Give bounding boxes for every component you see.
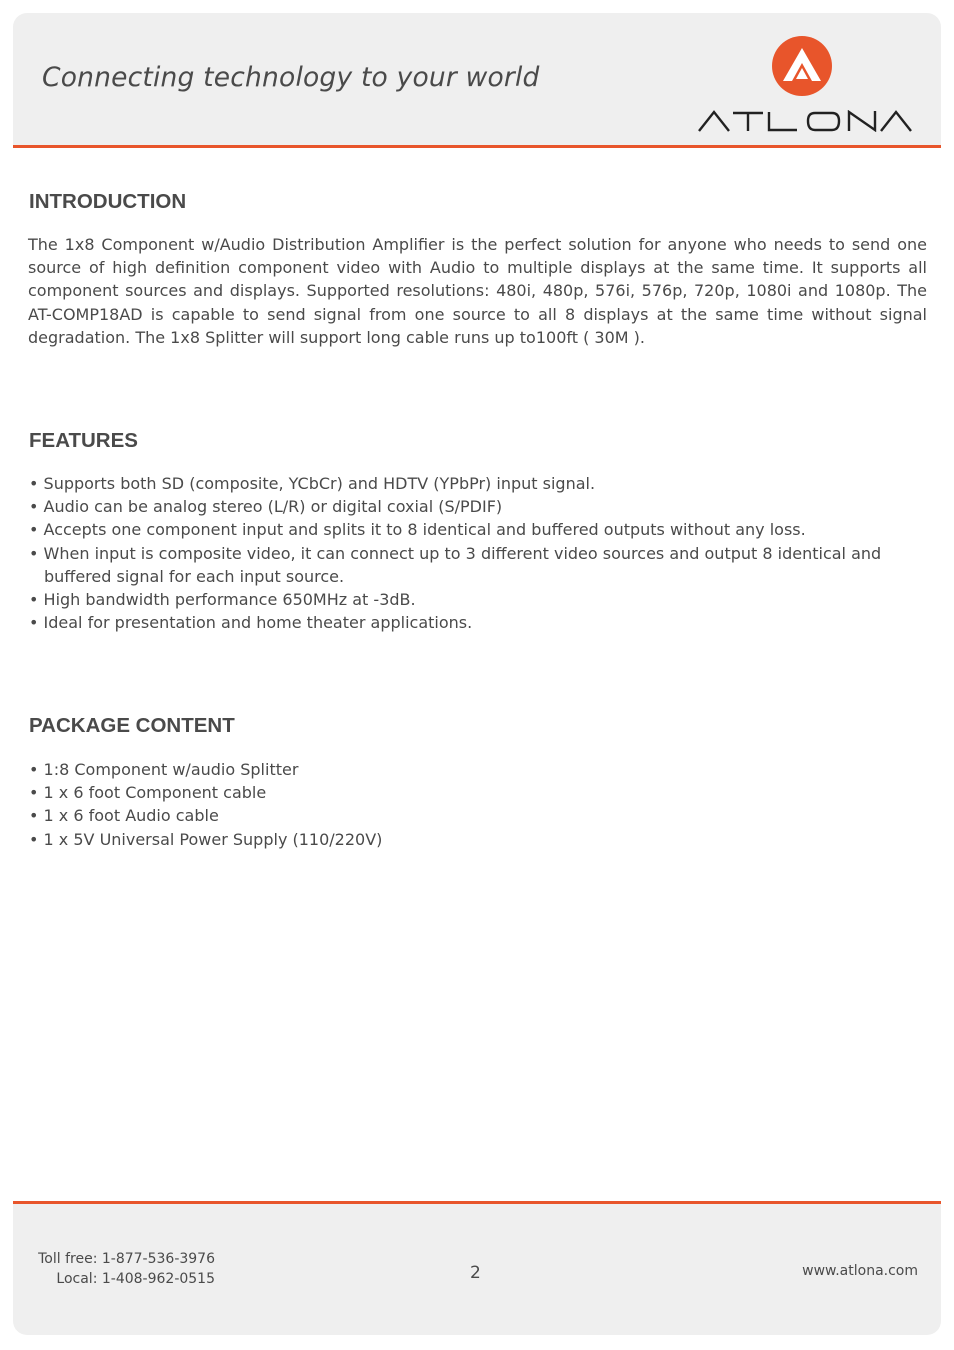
features-heading: FEATURES — [29, 429, 138, 452]
list-item: • High bandwidth performance 650MHz at -3dB. — [29, 588, 929, 611]
list-item: • Supports both SD (composite, YCbCr) and HDTV (YPbPr) input signal. — [29, 472, 929, 495]
list-item: • Ideal for presentation and home theater applications. — [29, 611, 929, 634]
footer-contact — [35, 1250, 215, 1289]
list-item: • Audio can be analog stereo (L/R) or digital coxial (S/PDIF) — [29, 495, 929, 518]
package-content-heading: PACKAGE CONTENT — [29, 714, 235, 737]
introduction-heading: INTRODUCTION — [29, 190, 187, 213]
local-number: Local: 1-408-962-0515 — [56, 1270, 215, 1287]
list-item: • Accepts one component input and splits it to 8 identical and buffered outputs without any loss. — [29, 518, 929, 541]
list-item: • 1 x 6 foot Audio cable — [29, 804, 929, 827]
header-accent-rule — [13, 145, 941, 148]
list-item: • 1 x 5V Universal Power Supply (110/220V) — [29, 828, 929, 851]
list-item: • When input is composite video, it can connect up to 3 different video sources and output 8 identical and buffered signal for each input source. — [29, 542, 929, 588]
features-list — [29, 472, 929, 634]
atlona-wordmark — [697, 110, 913, 132]
atlona-logo-icon — [771, 35, 833, 97]
list-item: • 1 x 6 foot Component cable — [29, 781, 929, 804]
package-content-list — [29, 758, 929, 851]
introduction-body: The 1x8 Component w/Audio Distribution Amplifier is the perfect solution for anyone who needs to send one source of high definition component video with Audio to multiple displays at the same time. It supports all component sources and displays. Supported resolutions: 480i, 480p, 576i, 576p, 720p, 1080i and 1080p. The AT-COMP18AD is capable to send signal from one source to all 8 displays at the same time without signal degradation. The 1x8 Splitter will support long cable runs up to100ft ( 30M ). — [28, 235, 927, 347]
website-link[interactable]: www.atlona.com — [802, 1263, 918, 1279]
header-tagline: Connecting technology to your world — [42, 62, 540, 93]
page-number: 2 — [470, 1263, 481, 1283]
toll-free-number: Toll free: 1-877-536-3976 — [38, 1251, 215, 1267]
list-item: • 1:8 Component w/audio Splitter — [29, 758, 929, 781]
